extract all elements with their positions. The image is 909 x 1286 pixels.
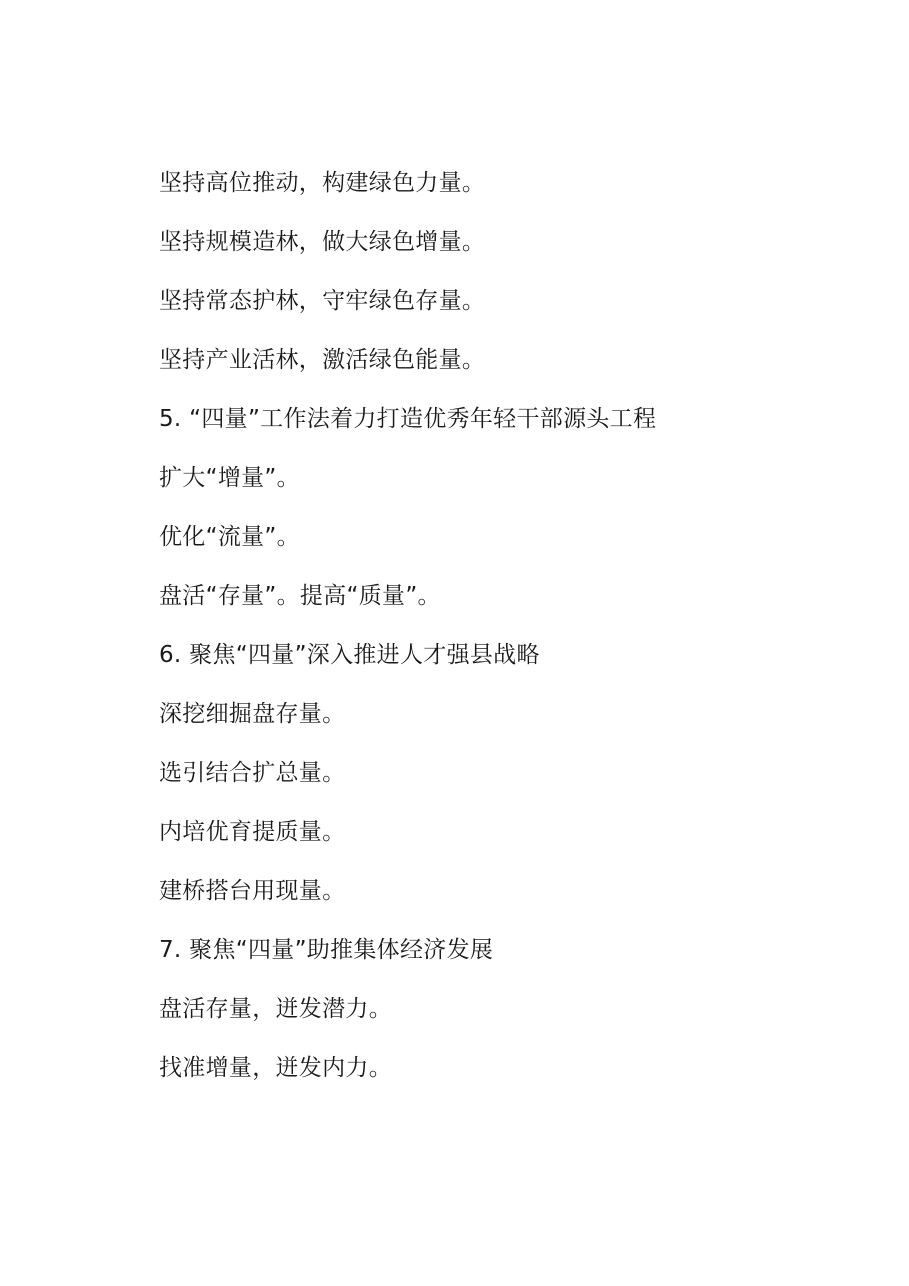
text-line: 盘活存量，迸发潜力。 — [159, 996, 392, 1022]
text-line: 坚持产业活林，激活绿色能量。 — [159, 347, 486, 373]
text-line: 建桥搭台用现量。 — [159, 878, 346, 904]
text-line: 坚持高位推动，构建绿色力量。 — [159, 170, 486, 196]
section-heading: 6. 聚焦“四量”深入推进人才强县战略 — [159, 642, 540, 668]
text-line: 找准增量，迸发内力。 — [159, 1055, 392, 1081]
text-line: 坚持常态护林，守牢绿色存量。 — [159, 288, 486, 314]
text-line: 坚持规模造林，做大绿色增量。 — [159, 229, 486, 255]
text-line: 选引结合扩总量。 — [159, 760, 346, 786]
text-line: 扩大“增量”。 — [159, 465, 300, 491]
text-line: 盘活“存量”。提高“质量”。 — [159, 583, 441, 609]
section-heading: 7. 聚焦“四量”助推集体经济发展 — [159, 937, 494, 963]
section-heading: 5. “四量”工作法着力打造优秀年轻干部源头工程 — [159, 406, 657, 432]
document-body — [159, 165, 859, 1109]
text-line: 内培优育提质量。 — [159, 819, 346, 845]
text-line: 深挖细掘盘存量。 — [159, 701, 346, 727]
text-line: 优化“流量”。 — [159, 524, 300, 550]
